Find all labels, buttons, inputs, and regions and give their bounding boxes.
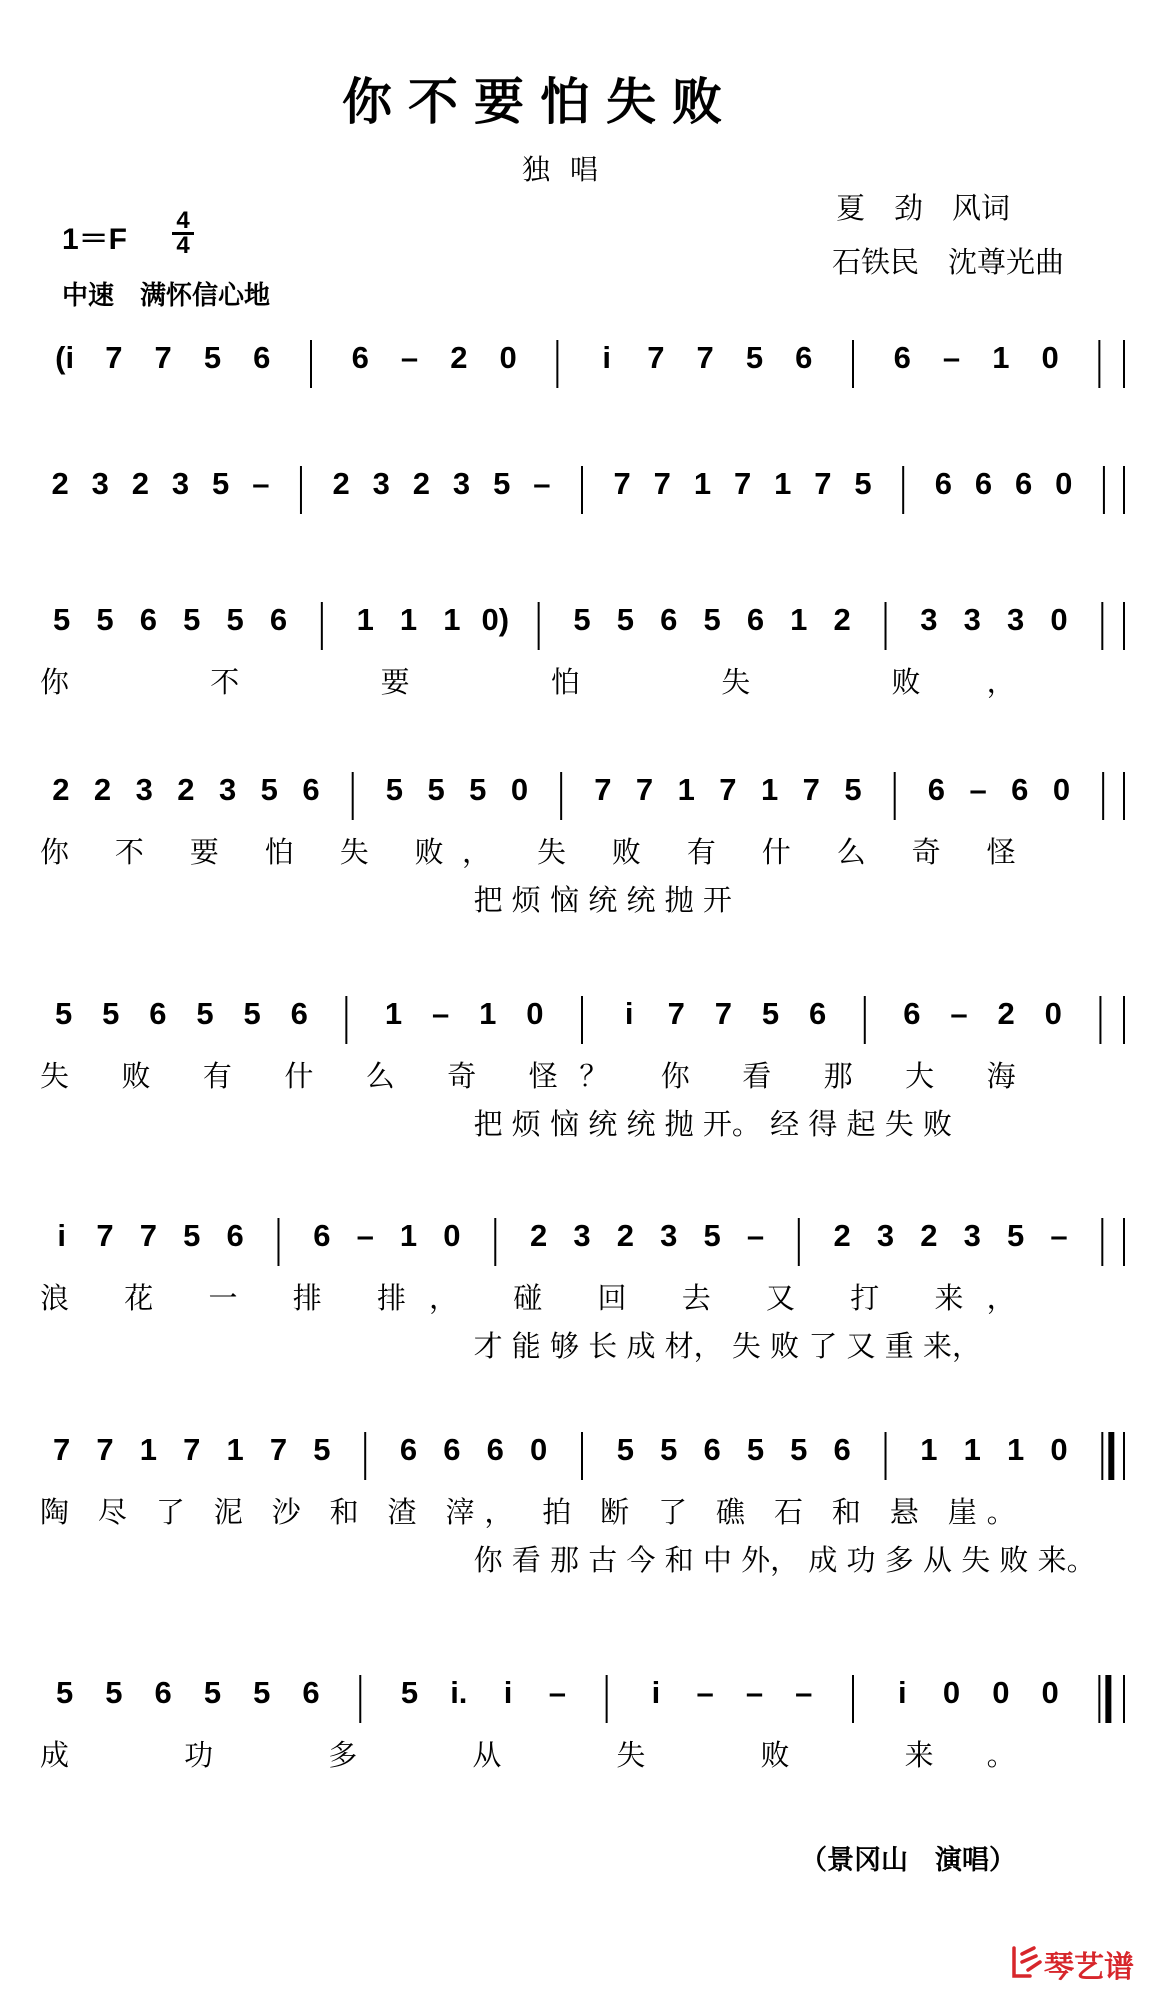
note-do: 1 (774, 466, 792, 501)
note-mi: 3 (135, 772, 153, 807)
note-mi: 3 (171, 466, 190, 501)
note-rest: 0 (1055, 466, 1073, 501)
note-sol: 5 (660, 1432, 678, 1467)
note-la: 6 (313, 1218, 331, 1253)
note-ti: 7 (733, 466, 752, 501)
note-do: 1 (443, 602, 461, 637)
note-re: 2 (833, 1218, 851, 1253)
note-do: 1 (384, 996, 403, 1031)
note-rest: 0) (481, 602, 510, 637)
note-ti: 7 (635, 772, 654, 807)
sustain-dash: – (1050, 1218, 1068, 1253)
subtitle: 独唱 (522, 153, 619, 186)
note-sol: 5 (183, 602, 201, 637)
note-mi: 3 (876, 1218, 895, 1253)
note-rest: 0 (1041, 340, 1059, 375)
note-re: 2 (177, 772, 195, 807)
lyric-line-2: 才 能 够 长 成 材， 失 败 了 又 重 来， (473, 1329, 982, 1363)
note-sol: 5 (703, 602, 721, 637)
note-re: 2 (412, 466, 431, 501)
note-mi: 3 (1006, 602, 1025, 637)
note-re: 2 (833, 602, 851, 637)
note-sol: 5 (616, 1432, 634, 1467)
sustain-dash: – (548, 1675, 566, 1710)
note-sol: 5 (573, 602, 591, 637)
note-la: 6 (809, 996, 827, 1031)
lyric-line-1: 浪 花 一 排 排， 碰 回 去 又 打 来， (40, 1281, 1016, 1315)
note-sol: 5 (385, 772, 404, 807)
note-sol: 5 (427, 772, 445, 807)
note-la: 6 (226, 1218, 244, 1253)
sustain-dash: – (795, 1675, 813, 1710)
note-rest: 0 (1050, 602, 1068, 637)
note-rest: 0 (992, 1675, 1010, 1710)
note-do: 1 (920, 1432, 938, 1467)
note-re: 2 (997, 996, 1015, 1031)
note-mi: 3 (920, 602, 938, 637)
note-la: 6 (974, 466, 993, 501)
note-la: 6 (660, 602, 678, 637)
note-ti: 7 (667, 996, 685, 1031)
note-mi: 3 (91, 466, 109, 501)
note-do: 1 (479, 996, 497, 1031)
note-ti: 7 (154, 340, 172, 375)
song-title: 你不要怕失败 (342, 72, 738, 131)
note-ti: 7 (714, 996, 733, 1031)
note-do: 1 (139, 1432, 158, 1467)
note-sol: 5 (253, 1675, 271, 1710)
note-do: 1 (399, 602, 418, 637)
note-sol: 5 (400, 1675, 419, 1710)
note-high-do: i (57, 1218, 66, 1253)
note-re: 2 (450, 340, 468, 375)
note-la: 6 (795, 340, 813, 375)
note-mi: 3 (573, 1218, 591, 1253)
note-sol: 5 (196, 996, 214, 1031)
note-do: 1 (760, 772, 779, 807)
note-sol: 5 (243, 996, 261, 1031)
lyric-line-1: 成 功 多 从 失 败 来。 (40, 1738, 1016, 1772)
composer-credit: 石铁民 沈尊光曲 (832, 245, 1065, 279)
note-ti: 7 (613, 466, 631, 501)
note-la: 6 (302, 772, 320, 807)
note-rest: 0 (1044, 996, 1062, 1031)
note-ti: 7 (96, 1218, 114, 1253)
note-rest: 0 (530, 1432, 548, 1467)
sustain-dash: – (950, 996, 968, 1031)
sustain-dash: – (969, 772, 987, 807)
note-ti: 7 (814, 466, 832, 501)
note-rest: 0 (526, 996, 544, 1031)
note-do: 1 (226, 1432, 244, 1467)
note-sol: 5 (469, 772, 487, 807)
note-mi: 3 (963, 602, 981, 637)
note-la: 6 (833, 1432, 851, 1467)
sustain-dash: – (696, 1675, 714, 1710)
note-sol: 5 (313, 1432, 331, 1467)
note-do: 1 (356, 602, 374, 637)
note-do: 1 (1006, 1432, 1025, 1467)
note-re: 2 (93, 772, 112, 807)
note-sol: 5 (260, 772, 278, 807)
lyric-line-1: 陶 尽 了 泥 沙 和 渣 滓， 拍 断 了 礁 石 和 悬 崖。 (40, 1495, 1016, 1529)
note-ti: 7 (696, 340, 714, 375)
note-ti: 7 (719, 772, 737, 807)
note-high-do: i (897, 1675, 907, 1710)
note-mi: 3 (963, 1218, 981, 1253)
note-re: 2 (920, 1218, 938, 1253)
note-sol: 5 (746, 1432, 765, 1467)
sustain-dash: – (533, 466, 551, 501)
note-rest: 0 (510, 772, 529, 807)
note-sol: 5 (493, 466, 511, 501)
note-re: 2 (530, 1218, 548, 1253)
note-high-do: (i (55, 340, 75, 375)
note-la: 6 (399, 1432, 418, 1467)
note-do: 1 (790, 602, 808, 637)
note-mi: 3 (372, 466, 390, 501)
note-high-do: i. (450, 1675, 468, 1710)
sustain-dash: – (745, 1675, 764, 1710)
note-sol: 5 (761, 996, 780, 1031)
note-re: 2 (616, 1218, 634, 1253)
note-la: 6 (934, 466, 952, 501)
note-sol: 5 (96, 602, 114, 637)
note-mi: 3 (452, 466, 471, 501)
note-la: 6 (703, 1432, 721, 1467)
note-la: 6 (1015, 466, 1033, 501)
note-sol: 5 (844, 772, 862, 807)
lyric-line-2: 把 烦 恼 统 统 抛 开。 经 得 起 失 败 (473, 1107, 953, 1141)
note-high-do: i (651, 1675, 661, 1710)
note-sol: 5 (703, 1218, 721, 1253)
note-la: 6 (149, 996, 167, 1031)
note-rest: 0 (499, 340, 517, 375)
sustain-dash: – (356, 1218, 374, 1253)
note-ti: 7 (96, 1432, 114, 1467)
note-sol: 5 (102, 996, 120, 1031)
time-signature-bottom: 4 (176, 232, 190, 259)
note-high-do: i (503, 1675, 513, 1710)
note-ti: 7 (53, 1432, 71, 1467)
note-la: 6 (903, 996, 921, 1031)
sustain-dash: – (431, 996, 450, 1031)
sustain-dash: – (252, 466, 270, 501)
sustain-dash: – (942, 340, 961, 375)
note-high-do: i (624, 996, 634, 1031)
note-ti: 7 (105, 340, 123, 375)
note-la: 6 (1011, 772, 1029, 807)
lyric-line-2: 把 烦 恼 统 统 抛 开 (473, 883, 732, 917)
note-sol: 5 (745, 340, 764, 375)
note-sol: 5 (1006, 1218, 1025, 1253)
lyric-line-1: 你 不 要 怕 失 败， 失 败 有 什 么 奇 怪 (40, 835, 1016, 869)
note-sol: 5 (203, 340, 222, 375)
sustain-dash: – (400, 340, 419, 375)
note-re: 2 (131, 466, 149, 501)
note-sol: 5 (854, 466, 872, 501)
note-sol: 5 (226, 602, 244, 637)
note-la: 6 (746, 602, 765, 637)
note-sol: 5 (203, 1675, 222, 1710)
note-re: 2 (51, 466, 69, 501)
note-high-do: i (602, 340, 611, 375)
note-rest: 0 (443, 1218, 461, 1253)
note-ti: 7 (139, 1218, 158, 1253)
note-la: 6 (290, 996, 308, 1031)
note-sol: 5 (616, 602, 634, 637)
note-ti: 7 (653, 466, 671, 501)
note-la: 6 (154, 1675, 172, 1710)
note-la: 6 (302, 1675, 320, 1710)
note-la: 6 (443, 1432, 461, 1467)
note-sol: 5 (53, 602, 71, 637)
note-ti: 7 (594, 772, 612, 807)
note-do: 1 (992, 340, 1010, 375)
note-rest: 0 (1050, 1432, 1068, 1467)
note-sol: 5 (56, 1675, 74, 1710)
lyric-line-1: 失 败 有 什 么 奇 怪？ 你 看 那 大 海 (40, 1059, 1016, 1093)
note-ti: 7 (802, 772, 820, 807)
note-la: 6 (253, 340, 271, 375)
note-mi: 3 (218, 772, 237, 807)
note-la: 6 (351, 340, 369, 375)
logo-text: 琴艺谱 (1044, 1950, 1134, 1985)
note-do: 1 (677, 772, 695, 807)
note-ti: 7 (269, 1432, 288, 1467)
note-la: 6 (893, 340, 911, 375)
performer-credit: （景冈山 演唱） (800, 1845, 1016, 1876)
note-la: 6 (927, 772, 946, 807)
note-rest: 0 (1052, 772, 1071, 807)
note-do: 1 (399, 1218, 418, 1253)
lyricist-credit: 夏 劲 风词 (836, 191, 1011, 225)
note-sol: 5 (183, 1218, 201, 1253)
note-do: 1 (963, 1432, 981, 1467)
note-sol: 5 (54, 996, 73, 1031)
tempo-marking: 中速 满怀信心地 (62, 281, 271, 311)
note-rest: 0 (942, 1675, 961, 1710)
note-ti: 7 (183, 1432, 201, 1467)
lyric-line-2: 你 看 那 古 今 和 中 外， 成 功 多 从 失 败 来。 (473, 1543, 1096, 1577)
note-la: 6 (139, 602, 158, 637)
lyric-line-1: 你 不 要 怕 失 败， (40, 665, 1016, 699)
logo (1008, 1940, 1158, 1984)
note-ti: 7 (647, 340, 665, 375)
note-la: 6 (269, 602, 288, 637)
note-rest: 0 (1041, 1675, 1059, 1710)
key-signature: 1＝F (62, 223, 128, 256)
sustain-dash: – (746, 1218, 765, 1253)
note-mi: 3 (660, 1218, 678, 1253)
note-sol: 5 (212, 466, 230, 501)
note-sol: 5 (790, 1432, 808, 1467)
note-sol: 5 (105, 1675, 123, 1710)
note-do: 1 (693, 466, 712, 501)
note-re: 2 (52, 772, 70, 807)
note-la: 6 (486, 1432, 504, 1467)
note-re: 2 (332, 466, 350, 501)
time-signature-top: 4 (176, 207, 190, 234)
